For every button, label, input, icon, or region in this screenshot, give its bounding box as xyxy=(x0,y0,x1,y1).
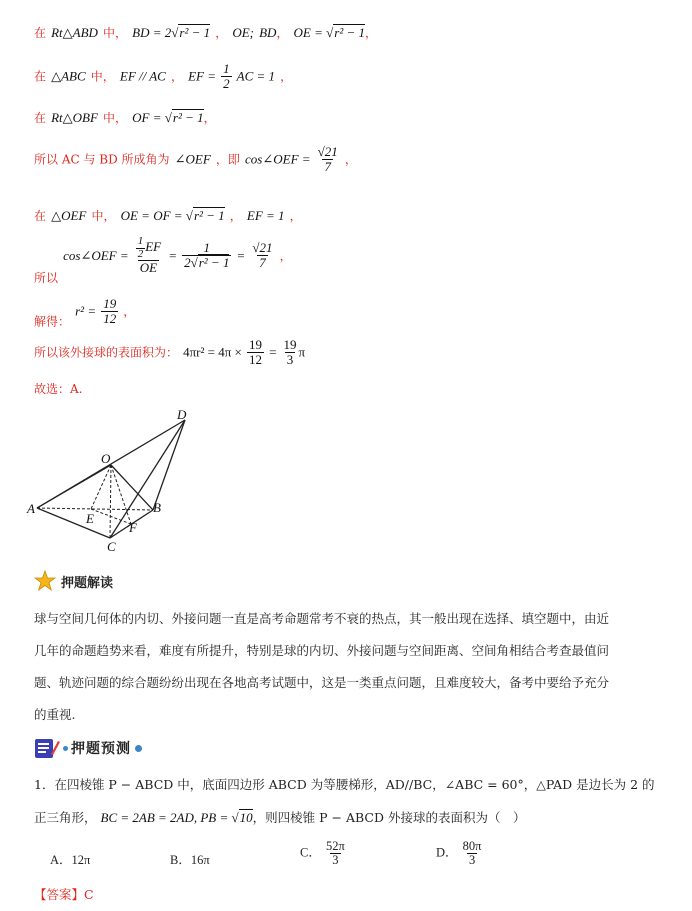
label-B: B xyxy=(153,500,161,515)
choice-a[interactable]: A．12π xyxy=(50,853,91,867)
section-prediction-header: 押题预测 xyxy=(34,736,142,760)
fraction-19-over-3: $\frac{19}{3}$ xyxy=(283,337,297,367)
fraction-19-over-12: $\frac{19}{12}$ xyxy=(103,296,117,326)
analysis-para-line-3: 题、轨迹问题的综合题纷纷出现在各地高考试题中，这是一类重点问题，且难度较大，备考中要给予充分 xyxy=(34,675,610,690)
segment-OE xyxy=(91,465,111,509)
pyramid-figure xyxy=(25,408,200,558)
choice-c[interactable]: C． $\frac{52\pi}{3}$ xyxy=(300,839,345,868)
segment-OC xyxy=(110,465,111,538)
question-line-2: 正三角形， BC = 2AB = 2AD, PB = √10，则四棱锥 P − ABCD 外接球的表面积为（ ） xyxy=(34,810,526,825)
solution-line-1: 在 Rt△ABD 中， BD = 2√r² − 1 ， OE; BD， OE = √r² − 1， xyxy=(34,25,378,40)
edge-AO xyxy=(37,465,111,508)
label-D: D xyxy=(177,408,187,422)
answer-label: 【答案】C xyxy=(34,887,94,902)
label-O: O xyxy=(101,451,111,466)
label-E: E xyxy=(86,511,94,526)
solution-line-6: $_{所以}$ cos∠OEF = $\frac{1}{2}$ EF OE = $\frac{1}{\text{2√r² − 1}}$ = $\frac{√21}{7}$ ， xyxy=(34,235,292,285)
dot-icon xyxy=(135,745,142,752)
section-analysis-header: 押题解读 xyxy=(34,570,113,592)
solution-line-2: 在 △ABC 中， EF // AC ， EF = $\frac{1}{2}$ AC = 1 ， xyxy=(34,61,293,91)
choice-b[interactable]: B．16π xyxy=(170,853,210,867)
choice-d[interactable]: D． $\frac{80\pi}{3}$ xyxy=(436,839,482,868)
fraction-sqrt21-over-7: $\frac{√21}{7}$ xyxy=(317,144,338,174)
solution-line-8: 所以该外接球的表面积为： 4πr² = 4π × $\frac{19}{12}$ = $\frac{19}{3}$ π xyxy=(34,337,306,367)
solution-conclusion: 故选：A. xyxy=(34,382,83,396)
label-A: A xyxy=(27,501,35,516)
segment-OF xyxy=(111,465,131,524)
edge-AB xyxy=(37,508,153,510)
solution-line-4: 所以 AC 与 BD 所成角为 ∠OEF ，即 cos∠OEF = $\frac{√21}{7}$ ， xyxy=(34,144,357,174)
question-line-1: 1．在四棱锥 P − ABCD 中，底面四边形 ABCD 为等腰梯形，AD//BC，∠ABC = 60°，△PAD 是边长为 2 的 xyxy=(34,777,655,792)
dot-icon xyxy=(63,746,68,751)
label-C: C xyxy=(107,539,116,554)
analysis-para-line-2: 几年的命题趋势来看，难度有所提升，特别是球的内切、外接问题与空间距离、空间角相结合考查最值问 xyxy=(34,643,610,658)
edge-BD xyxy=(153,420,185,510)
analysis-para-line-1: 球与空间几何体的内切、外接问题一直是高考命题常考不衰的热点，其一般出现在选择、填空题中，由近 xyxy=(34,611,610,626)
solution-line-5: 在 △OEF 中， OE = OF = √r² − 1 ， EF = 1 ， xyxy=(34,208,302,223)
solution-line-7: $_{解得:}$ r² = $\frac{19}{12}$ ， xyxy=(34,296,136,329)
fraction-half-ef-over-oe: $\frac{1}{2}$ EF OE xyxy=(137,235,162,276)
analysis-para-line-4: 的重视. xyxy=(34,707,76,722)
fraction-sqrt21-over-7-b: $\frac{√21}{7}$ xyxy=(252,240,273,270)
fraction-one-over-root: $\frac{1}{\text{2√r² − 1}}$ xyxy=(184,240,230,270)
solution-line-3: 在 Rt△OBF 中， OF = √r² − 1， xyxy=(34,110,216,125)
notepad-pencil-icon xyxy=(34,736,60,760)
label-F: F xyxy=(129,520,137,535)
fraction-19-over-12-b: $\frac{19}{12}$ xyxy=(248,337,262,367)
segment-EF xyxy=(91,509,131,524)
fraction-one-half: $\frac{1}{2}$ xyxy=(223,61,230,91)
edge-AC xyxy=(37,508,110,538)
star-icon xyxy=(34,570,56,592)
